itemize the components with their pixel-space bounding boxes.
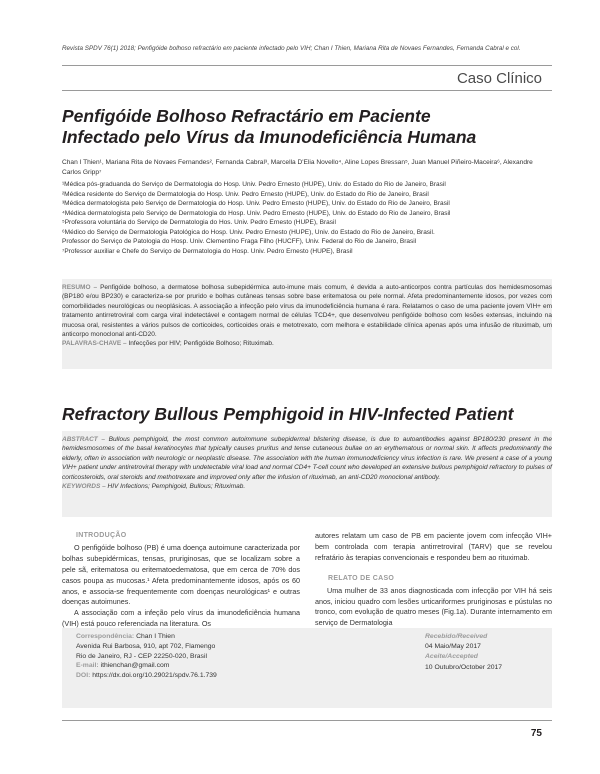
affiliation: ⁴Médica dermatologista pelo Serviço de Dermatologia do Hosp. Univ. Pedro Ernesto (HUPE), Univ. do Estado do Rio de Janeiro, Brasil bbox=[62, 209, 451, 217]
header-rule bbox=[62, 65, 552, 66]
correspondence-label: Correspondência: bbox=[76, 633, 135, 640]
body-column-right bbox=[315, 531, 552, 629]
intro-paragraph: A associação com a infeção pelo vírus da imunodeficiência humana (VIH) está pouco referenciada na literatura. Os bbox=[62, 608, 300, 629]
footer-rule bbox=[62, 720, 552, 721]
correspondence-address: Rio de Janeiro, RJ - CEP 22250-020, Brasil bbox=[76, 652, 207, 660]
received-label: Recebido/Received bbox=[425, 633, 488, 640]
header-rule-lower bbox=[62, 90, 552, 91]
doi-link[interactable]: https://dx.doi.org/10.29021/spdv.76.1.739 bbox=[92, 672, 217, 680]
affiliation: ⁶Médico do Serviço de Dermatologia Patológica do Hosp. Univ. Pedro Ernesto (HUPE), Univ. do Estado do Rio de Janeiro, Brasil. bbox=[62, 228, 435, 236]
abstract-en bbox=[62, 435, 552, 491]
affiliations bbox=[62, 180, 552, 256]
correspondence-address: Avenida Rui Barbosa, 910, apt 702, Flamengo bbox=[76, 642, 216, 650]
title-pt-line1: Penfigóide Bolhoso Refractário em Paciente bbox=[62, 106, 431, 126]
intro-heading: INTRODUÇÃO bbox=[76, 532, 127, 539]
abstract-pt-text: Penfigóide bolhoso, a dermatose bolhosa subepidérmica auto-imune mais comum, é devida a auto-anticorpos contra partículas dos hemidesmosomas (BP180 e/ou BP230) e caracteriza-se por prurido e bolhas cutâneas tensas sobre base eritematosa ou pele normal. Afeta predominantemente idosos, por vezes com comorbilidades neurológicas ou neoplásicas. A associação a infecção pelo vírus da imunodeficiência humana é rara. Relatamos o caso de uma paciente jovem VIH+ em tratamento antirretroviral com carga viral indetectável e contagem normal de células TCD4+, que desenvolveu penfigóide bolhoso com lesões extensas, incluindo na mucosa oral, resistentes a vários pulsos de corticoides, corticoides orais e metotrexato, com melhora e estabilidade clínica apenas após uma infusão de rituximab, um anticorpo monoclonal anti-CD20. bbox=[62, 284, 553, 339]
doi-label: DOI: bbox=[76, 672, 91, 680]
section-label: Caso Clínico bbox=[456, 70, 542, 87]
abstract-pt bbox=[62, 283, 552, 349]
keywords-pt-text: Infecções por HIV; Penfigóide Bolhoso; Rituximab. bbox=[128, 340, 274, 348]
affiliation: ²Médica residente do Serviço de Dermatologia do Hosp. Univ. Pedro Ernesto (HUPE), Univ. do Estado do Rio de Janeiro, Brasil bbox=[62, 190, 429, 198]
affiliation: Professor do Serviço de Patologia do Hosp. Univ. Clementino Fraga Filho (HUCFF), Univ. Federal do Rio de Janeiro, Brasil bbox=[62, 238, 417, 245]
affiliation: ⁷Professor auxiliar e Chefe do Serviço de Dermatologia do Hosp. Univ. Pedro Ernesto (HUPE), Brasil bbox=[62, 247, 353, 255]
accepted-label: Aceite/Accepted bbox=[425, 653, 478, 661]
article-title-en: Refractory Bullous Pemphigoid in HIV-Infected Patient bbox=[62, 404, 514, 424]
accepted-date: 10 Outubro/October 2017 bbox=[425, 663, 503, 671]
abstract-en-label: ABSTRACT – bbox=[62, 436, 105, 443]
affiliation: ¹Médica pós-graduanda do Serviço de Dermatologia do Hosp. Univ. Pedro Ernesto (HUPE), Univ. do Estado do Rio de Janeiro, Brasil bbox=[62, 181, 446, 188]
intro-paragraph: O penfigóide bolhoso (PB) é uma doença autoimune caracterizada por bolhas subepidérmicas, tensas, pruriginosas, que se localizam sobre a pele sã, eritematosa ou eritematoedematosa, que em cerca de 70% dos casos poupa as mucosas.¹ Afeta predominantemente idosos, após os 60 anos, e associa-se frequentemente com doenças neurológicas¹ e outras doenças autoimunes. bbox=[62, 542, 300, 607]
body-column-left bbox=[62, 531, 300, 630]
intro-continuation: autores relatam um caso de PB em paciente jovem com infecção VIH+ bem controlada com terapia antirretroviral (TARV) que se revelou refratário às terapias convencionais e respondeu bem ao rituximab. bbox=[315, 531, 552, 562]
received-date: 04 Maio/May 2017 bbox=[425, 643, 481, 651]
case-paragraph: Uma mulher de 33 anos diagnosticada com infecção por VIH há seis anos, iniciou quadro com lesões urticariformes pruriginosas e pústulas no tronco, com evolução de quatro meses (Fig.1a). Durante internamento em serviço de Dermatologia bbox=[315, 585, 552, 628]
article-title-pt bbox=[62, 106, 542, 148]
affiliation: ⁵Professora voluntária do Serviço de Dermatologia do Hos. Univ. Pedro Ernesto (HUPE), Brasil bbox=[62, 219, 336, 226]
keywords-en-text: HIV Infections; Pemphigoid, Bullous; Rituximab. bbox=[107, 483, 246, 491]
authors: Chan I Thien¹, Mariana Rita de Novaes Fernandes², Fernanda Cabral³, Marcella D'Elia Novello⁴, Aline Lopes Bressan⁵, Juan Manuel Piñeiro-Maceira⁶, Alexandre Carlos Gripp⁷ bbox=[62, 159, 533, 176]
keywords-pt-label: PALAVRAS-CHAVE – bbox=[62, 340, 127, 348]
correspondence-name: Chan I Thien bbox=[136, 633, 175, 640]
title-pt-line2: Infectado pelo Vírus da Imunodeficiência Humana bbox=[62, 127, 477, 147]
case-heading: RELATO DE CASO bbox=[328, 574, 395, 582]
email-label: E-mail: bbox=[76, 662, 99, 670]
abstract-en-text: Bullous pemphigoid, the most common autoimmune subepidermal blistering disease, is due to autoantibodies against BP180/230 present in the hemidesmosomes of the basal keratinocytes that typically causes pruritus and tense cutaneous bullae on an erythematous or normal skin. It affects predominantly the elderly, often in association with neurologic or neoplastic disease. The association with the human immunodeficiency virus infection is rare. We present a case of a young VIH+ patient under antiretroviral therapy with undetectable viral load and normal CD4+ T-cell count who developed an extensive bullous pemphigoid refractory to pulses of corticosteroids, oral steroids and methotrexate and improved only after the infusion of rituximab, an anti-CD20 monoclonal antibody. bbox=[62, 436, 553, 481]
affiliation: ³Médica dermatologista pelo Serviço de Dermatologia do Hosp. Univ. Pedro Ernesto (HUPE), Univ. do Estado do Rio de Janeiro, Brasil bbox=[62, 200, 450, 207]
keywords-en-label: KEYWORDS – bbox=[62, 483, 106, 491]
page-number: 75 bbox=[530, 728, 542, 739]
email-link[interactable]: ithienchan@gmail.com bbox=[100, 662, 170, 670]
abstract-pt-label: RESUMO – bbox=[62, 284, 98, 291]
running-head: Revista SPDV 76(1) 2018; Penfigóide bolhoso refractário em paciente infectado pelo VIH; Chan I Thien, Mariana Rita de Novaes Fernandes, Fernanda Cabral e col. bbox=[62, 45, 521, 52]
article-dates bbox=[425, 632, 550, 673]
correspondence bbox=[76, 632, 376, 681]
